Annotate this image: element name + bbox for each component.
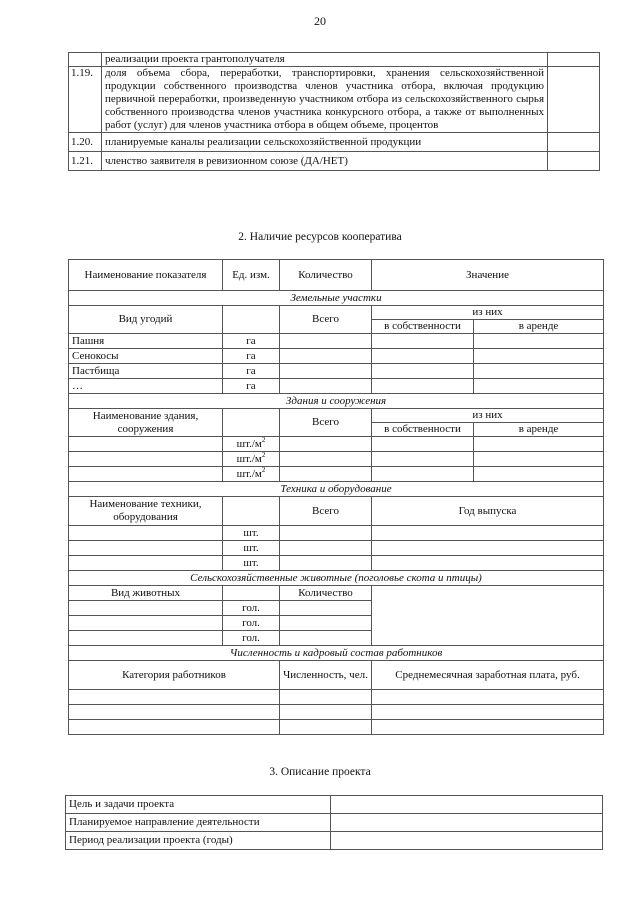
row-number: 1.20. bbox=[69, 133, 102, 152]
input-cell[interactable] bbox=[372, 556, 604, 571]
input-cell[interactable] bbox=[474, 437, 604, 452]
input-cell[interactable] bbox=[280, 467, 372, 482]
table-row bbox=[69, 467, 604, 482]
input-cell[interactable] bbox=[474, 364, 604, 379]
row-description: планируемые каналы реализации сельскохозяйственной продукции bbox=[102, 133, 548, 152]
buildings-rented-header: в аренде bbox=[474, 423, 604, 437]
section-2-heading: 2. Наличие ресурсов кооператива bbox=[238, 231, 402, 243]
input-cell[interactable] bbox=[69, 631, 223, 646]
equipment-unit: шт. bbox=[223, 541, 280, 556]
row-description: реализации проекта грантополучателя bbox=[102, 53, 548, 67]
input-cell[interactable] bbox=[280, 631, 372, 646]
land-unit: га bbox=[223, 364, 280, 379]
animals-section-title: Сельскохозяйственные животные (поголовье скота и птицы) bbox=[69, 571, 604, 586]
project-field-label: Цель и задачи проекта bbox=[66, 796, 331, 814]
input-cell[interactable] bbox=[474, 467, 604, 482]
input-cell[interactable] bbox=[372, 334, 474, 349]
land-owned-header: в собственности bbox=[372, 320, 474, 334]
row-value-cell[interactable] bbox=[548, 152, 600, 171]
input-cell[interactable] bbox=[280, 556, 372, 571]
header-name: Наименование показателя bbox=[69, 260, 223, 291]
table-row bbox=[69, 526, 604, 541]
input-cell[interactable] bbox=[69, 690, 280, 705]
table-row bbox=[69, 720, 604, 735]
buildings-total-header: Всего bbox=[280, 409, 372, 437]
staff-section-title: Численность и кадровый состав работников bbox=[69, 646, 604, 661]
buildings-of-them-header: из них bbox=[372, 409, 604, 423]
input-cell[interactable] bbox=[69, 705, 280, 720]
input-cell[interactable] bbox=[474, 379, 604, 394]
input-cell[interactable] bbox=[69, 467, 223, 482]
animals-unit: гол. bbox=[223, 601, 280, 616]
project-field-label: Планируемое направление деятельности bbox=[66, 814, 331, 832]
table-row bbox=[69, 334, 604, 349]
input-cell[interactable] bbox=[69, 601, 223, 616]
input-cell[interactable] bbox=[372, 720, 604, 735]
land-total-header: Всего bbox=[280, 306, 372, 334]
input-cell[interactable] bbox=[69, 452, 223, 467]
input-cell[interactable] bbox=[280, 690, 372, 705]
animals-unit: гол. bbox=[223, 616, 280, 631]
table-row bbox=[66, 796, 603, 814]
row-number: 1.19. bbox=[69, 67, 102, 133]
input-cell[interactable] bbox=[331, 832, 603, 850]
input-cell[interactable] bbox=[280, 437, 372, 452]
buildings-unit: $шт./м^2$ bbox=[223, 437, 280, 452]
input-cell[interactable] bbox=[280, 541, 372, 556]
input-cell[interactable] bbox=[372, 364, 474, 379]
project-description-table bbox=[65, 795, 603, 850]
equipment-year-header: Год выпуска bbox=[372, 497, 604, 526]
table-row bbox=[69, 349, 604, 364]
header-unit: Ед. изм. bbox=[223, 260, 280, 291]
land-section-title: Земельные участки bbox=[69, 291, 604, 306]
land-name: Пастбища bbox=[69, 364, 223, 379]
staff-salary-header: Среднемесячная заработная плата, руб. bbox=[372, 661, 604, 690]
table-row bbox=[69, 67, 600, 133]
input-cell[interactable] bbox=[69, 541, 223, 556]
input-cell[interactable] bbox=[280, 349, 372, 364]
input-cell[interactable] bbox=[69, 556, 223, 571]
land-unit-header bbox=[223, 306, 280, 334]
land-of-them-header: из них bbox=[372, 306, 604, 320]
input-cell[interactable] bbox=[280, 705, 372, 720]
input-cell[interactable] bbox=[69, 437, 223, 452]
table-row bbox=[69, 379, 604, 394]
table-row bbox=[69, 556, 604, 571]
buildings-owned-header: в собственности bbox=[372, 423, 474, 437]
equipment-unit: шт. bbox=[223, 556, 280, 571]
input-cell[interactable] bbox=[474, 349, 604, 364]
row-description: доля объема сбора, переработки, транспортировки, хранения сельскохозяйственной продукции собственного производства членов участника отбора, включая продукцию первичной переработки, произведенную участником отбора из сельскохозяйственного сырья собственного производства членов участника конкурсного отбора, а также от выполненных работ (услуг) для членов участника отбора в общем объеме, процентов bbox=[102, 67, 548, 133]
input-cell[interactable] bbox=[280, 334, 372, 349]
table-row bbox=[69, 364, 604, 379]
input-cell[interactable] bbox=[372, 349, 474, 364]
input-cell[interactable] bbox=[331, 796, 603, 814]
header-quantity: Количество bbox=[280, 260, 372, 291]
table-row bbox=[66, 832, 603, 850]
equipment-total-header: Всего bbox=[280, 497, 372, 526]
land-rented-header: в аренде bbox=[474, 320, 604, 334]
input-cell[interactable] bbox=[280, 601, 372, 616]
buildings-name-header: Наименование здания, сооружения bbox=[69, 409, 223, 437]
land-unit: га bbox=[223, 349, 280, 364]
animals-blank-area bbox=[372, 586, 604, 646]
land-name: Сенокосы bbox=[69, 349, 223, 364]
page-number: 20 bbox=[314, 14, 326, 28]
table-row bbox=[69, 705, 604, 720]
input-cell[interactable] bbox=[280, 364, 372, 379]
input-cell[interactable] bbox=[372, 452, 474, 467]
table-header-row bbox=[69, 260, 604, 291]
input-cell[interactable] bbox=[280, 379, 372, 394]
criteria-table bbox=[68, 52, 600, 171]
buildings-section-title: Здания и сооружения bbox=[69, 394, 604, 409]
input-cell[interactable] bbox=[474, 452, 604, 467]
header-value: Значение bbox=[372, 260, 604, 291]
table-row bbox=[69, 53, 600, 67]
input-cell[interactable] bbox=[372, 437, 474, 452]
row-number: 1.21. bbox=[69, 152, 102, 171]
input-cell[interactable] bbox=[280, 452, 372, 467]
input-cell[interactable] bbox=[372, 467, 474, 482]
input-cell[interactable] bbox=[69, 526, 223, 541]
input-cell[interactable] bbox=[372, 379, 474, 394]
land-type-header: Вид угодий bbox=[69, 306, 223, 334]
input-cell[interactable] bbox=[69, 720, 280, 735]
buildings-unit-header bbox=[223, 409, 280, 437]
table-row bbox=[66, 814, 603, 832]
equipment-unit-header bbox=[223, 497, 280, 526]
table-row bbox=[69, 152, 600, 171]
equipment-unit: шт. bbox=[223, 526, 280, 541]
input-cell[interactable] bbox=[474, 334, 604, 349]
land-name: … bbox=[69, 379, 223, 394]
animals-unit-header bbox=[223, 586, 280, 601]
input-cell[interactable] bbox=[372, 690, 604, 705]
land-unit: га bbox=[223, 334, 280, 349]
section-3-heading: 3. Описание проекта bbox=[269, 766, 371, 778]
row-value-cell[interactable] bbox=[548, 53, 600, 67]
table-row bbox=[69, 452, 604, 467]
animals-unit: гол. bbox=[223, 631, 280, 646]
input-cell[interactable] bbox=[372, 705, 604, 720]
row-number bbox=[69, 53, 102, 67]
project-field-label: Период реализации проекта (годы) bbox=[66, 832, 331, 850]
buildings-unit: $шт./м^2$ bbox=[223, 467, 280, 482]
resources-table bbox=[68, 259, 604, 735]
input-cell[interactable] bbox=[280, 526, 372, 541]
input-cell[interactable] bbox=[331, 814, 603, 832]
input-cell[interactable] bbox=[372, 526, 604, 541]
table-row bbox=[69, 133, 600, 152]
row-value-cell[interactable] bbox=[548, 67, 600, 133]
buildings-unit: $шт./м^2$ bbox=[223, 452, 280, 467]
staff-category-header: Категория работников bbox=[69, 661, 280, 690]
table-row bbox=[69, 541, 604, 556]
input-cell[interactable] bbox=[372, 541, 604, 556]
land-name: Пашня bbox=[69, 334, 223, 349]
equipment-name-header: Наименование техники, оборудования bbox=[69, 497, 223, 526]
input-cell[interactable] bbox=[69, 616, 223, 631]
land-unit: га bbox=[223, 379, 280, 394]
table-row bbox=[69, 437, 604, 452]
row-value-cell[interactable] bbox=[548, 133, 600, 152]
animals-quantity-header: Количество bbox=[280, 586, 372, 601]
input-cell[interactable] bbox=[280, 720, 372, 735]
animals-type-header: Вид животных bbox=[69, 586, 223, 601]
equipment-section-title: Техника и оборудование bbox=[69, 482, 604, 497]
staff-count-header: Численность, чел. bbox=[280, 661, 372, 690]
row-description: членство заявителя в ревизионном союзе (ДА/НЕТ) bbox=[102, 152, 548, 171]
table-row bbox=[69, 690, 604, 705]
input-cell[interactable] bbox=[280, 616, 372, 631]
